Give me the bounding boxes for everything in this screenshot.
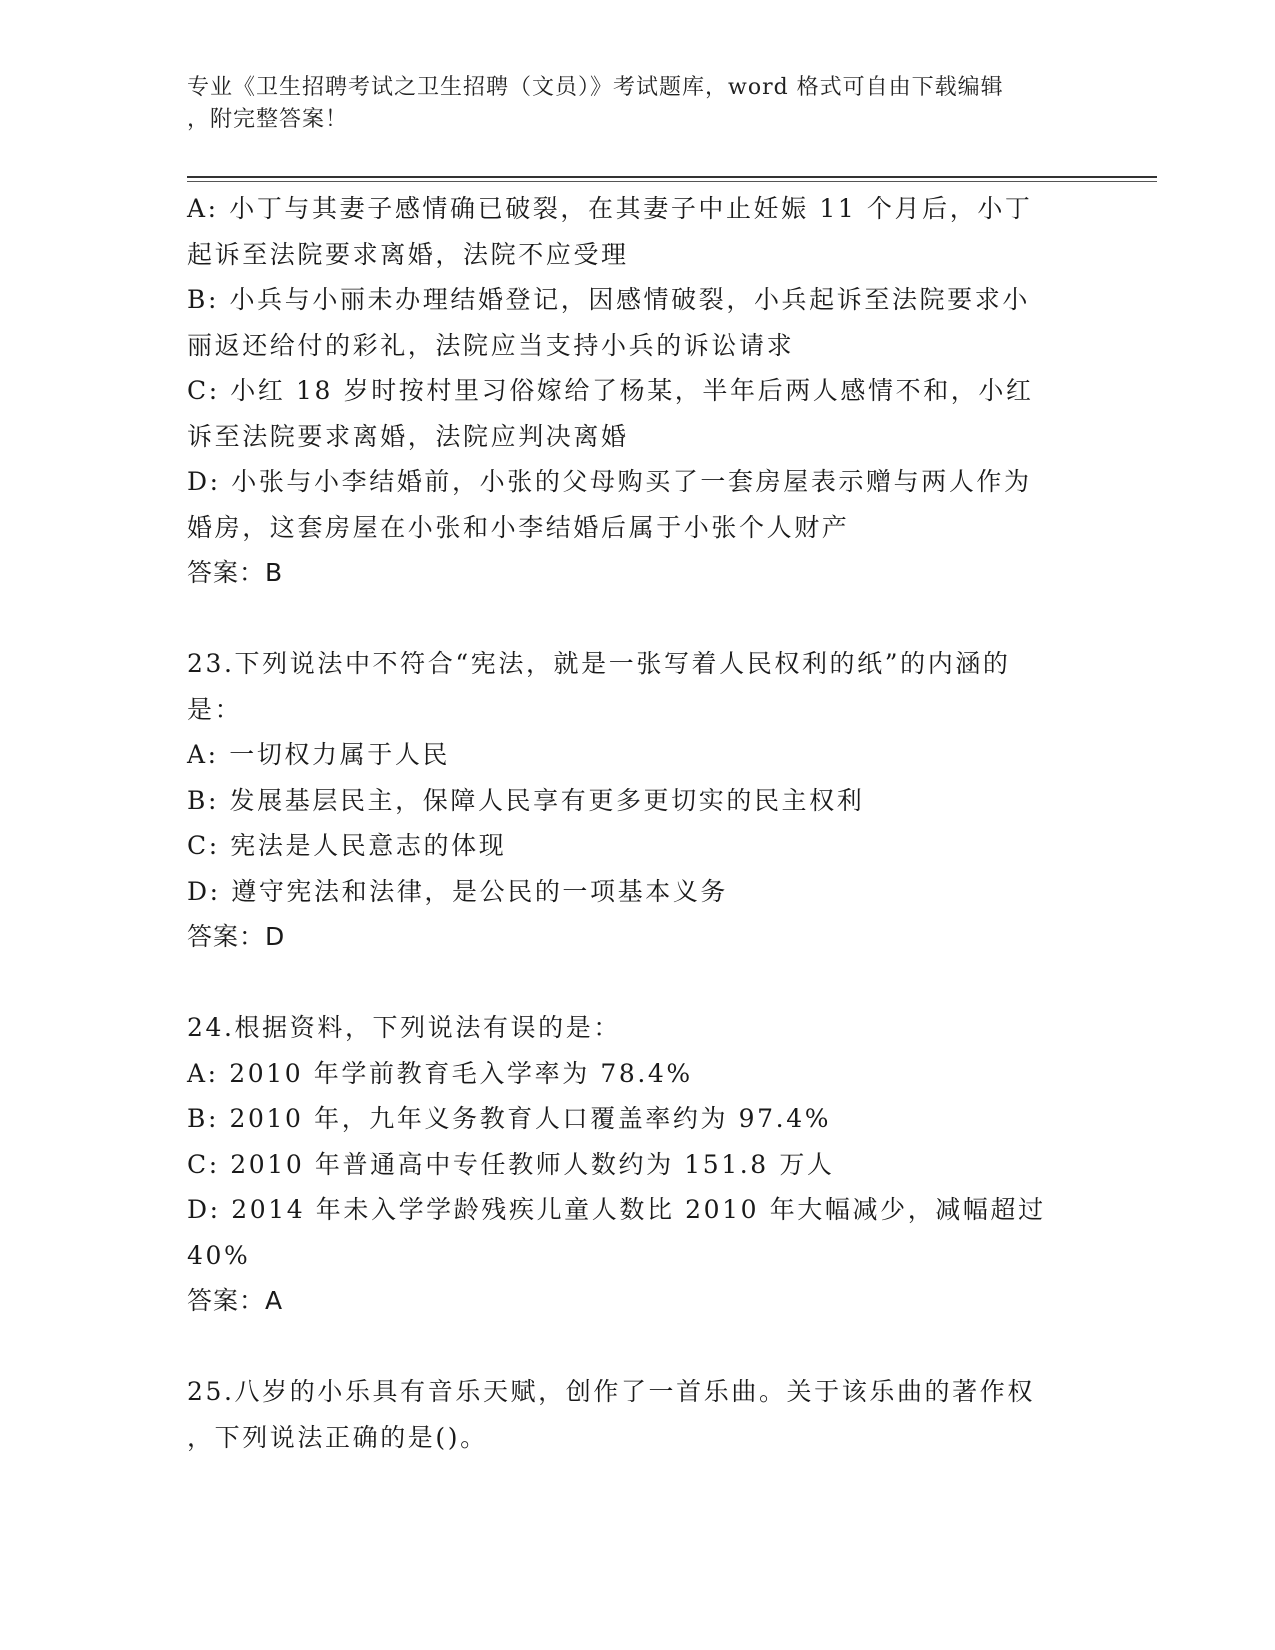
q24-answer: 答案：A xyxy=(187,1286,284,1315)
q24-option-d-line-1: D: 2014 年未入学学龄残疾儿童人数比 2010 年大幅减少，减幅超过 xyxy=(187,1195,1046,1224)
question-25-block xyxy=(187,1369,1087,1460)
q23-option-b: B: 发展基层民主，保障人民享有更多更切实的民主权利 xyxy=(187,785,865,815)
q22-option-a-line-2: 起诉至法院要求离婚，法院不应受理 xyxy=(187,239,629,269)
spacer xyxy=(187,596,1087,642)
q22-option-c-line-1: C: 小红 18 岁时按村里习俗嫁给了杨某，半年后两人感情不和，小红 xyxy=(187,376,1034,405)
q22-option-c-line-2: 诉至法院要求离婚，法院应判决离婚 xyxy=(187,421,629,451)
q23-option-d: D: 遵守宪法和法律，是公民的一项基本义务 xyxy=(187,876,729,906)
question-22-block xyxy=(187,186,1087,596)
spacer xyxy=(187,1324,1087,1370)
question-24-block xyxy=(187,1005,1087,1324)
q23-question-line-2: 是： xyxy=(187,694,243,724)
header-line-2: ，附完整答案！ xyxy=(187,107,349,132)
spacer xyxy=(187,960,1087,1006)
q22-option-b-line-1: B: 小兵与小丽未办理结婚登记，因感情破裂，小兵起诉至法院要求小 xyxy=(187,285,1030,314)
q25-question-line-1: 25.八岁的小乐具有音乐天赋，创作了一首乐曲。关于该乐曲的著作权 xyxy=(187,1377,1035,1406)
q24-question: 24.根据资料，下列说法有误的是： xyxy=(187,1013,621,1042)
q22-option-b-line-2: 丽返还给付的彩礼，法院应当支持小兵的诉讼请求 xyxy=(187,330,795,360)
q23-option-c: C: 宪法是人民意志的体现 xyxy=(187,831,507,860)
q24-option-c: C: 2010 年普通高中专任教师人数约为 151.8 万人 xyxy=(187,1149,835,1179)
q23-question-line-1: 23.下列说法中不符合“宪法，就是一张写着人民权利的纸”的内涵的 xyxy=(187,649,1011,678)
q24-option-a: A: 2010 年学前教育毛入学率为 78.4% xyxy=(187,1058,693,1088)
q22-option-a-line-1: A: 小丁与其妻子感情确已破裂，在其妻子中止妊娠 11 个月后，小丁 xyxy=(187,194,1033,223)
q22-option-d-line-2: 婚房，这套房屋在小张和小李结婚后属于小张个人财产 xyxy=(187,512,850,542)
q25-question-line-2: ，下列说法正确的是()。 xyxy=(187,1422,488,1452)
q24-option-d-line-2: 40% xyxy=(187,1240,251,1270)
document-header xyxy=(187,72,1067,136)
question-content xyxy=(187,186,1087,1460)
q23-answer: 答案：D xyxy=(187,922,286,951)
question-23-block xyxy=(187,641,1087,960)
q24-option-b: B: 2010 年，九年义务教育人口覆盖率约为 97.4% xyxy=(187,1104,832,1133)
header-line-1: 专业《卫生招聘考试之卫生招聘（文员）》考试题库，word 格式可自由下载编辑 xyxy=(187,75,1004,100)
header-divider-thick xyxy=(187,176,1157,178)
q22-option-d-line-1: D: 小张与小李结婚前，小张的父母购买了一套房屋表示赠与两人作为 xyxy=(187,467,1032,496)
header-divider-thin xyxy=(187,181,1157,182)
q23-option-a: A: 一切权力属于人民 xyxy=(187,740,451,769)
q22-answer: 答案：B xyxy=(187,558,284,587)
